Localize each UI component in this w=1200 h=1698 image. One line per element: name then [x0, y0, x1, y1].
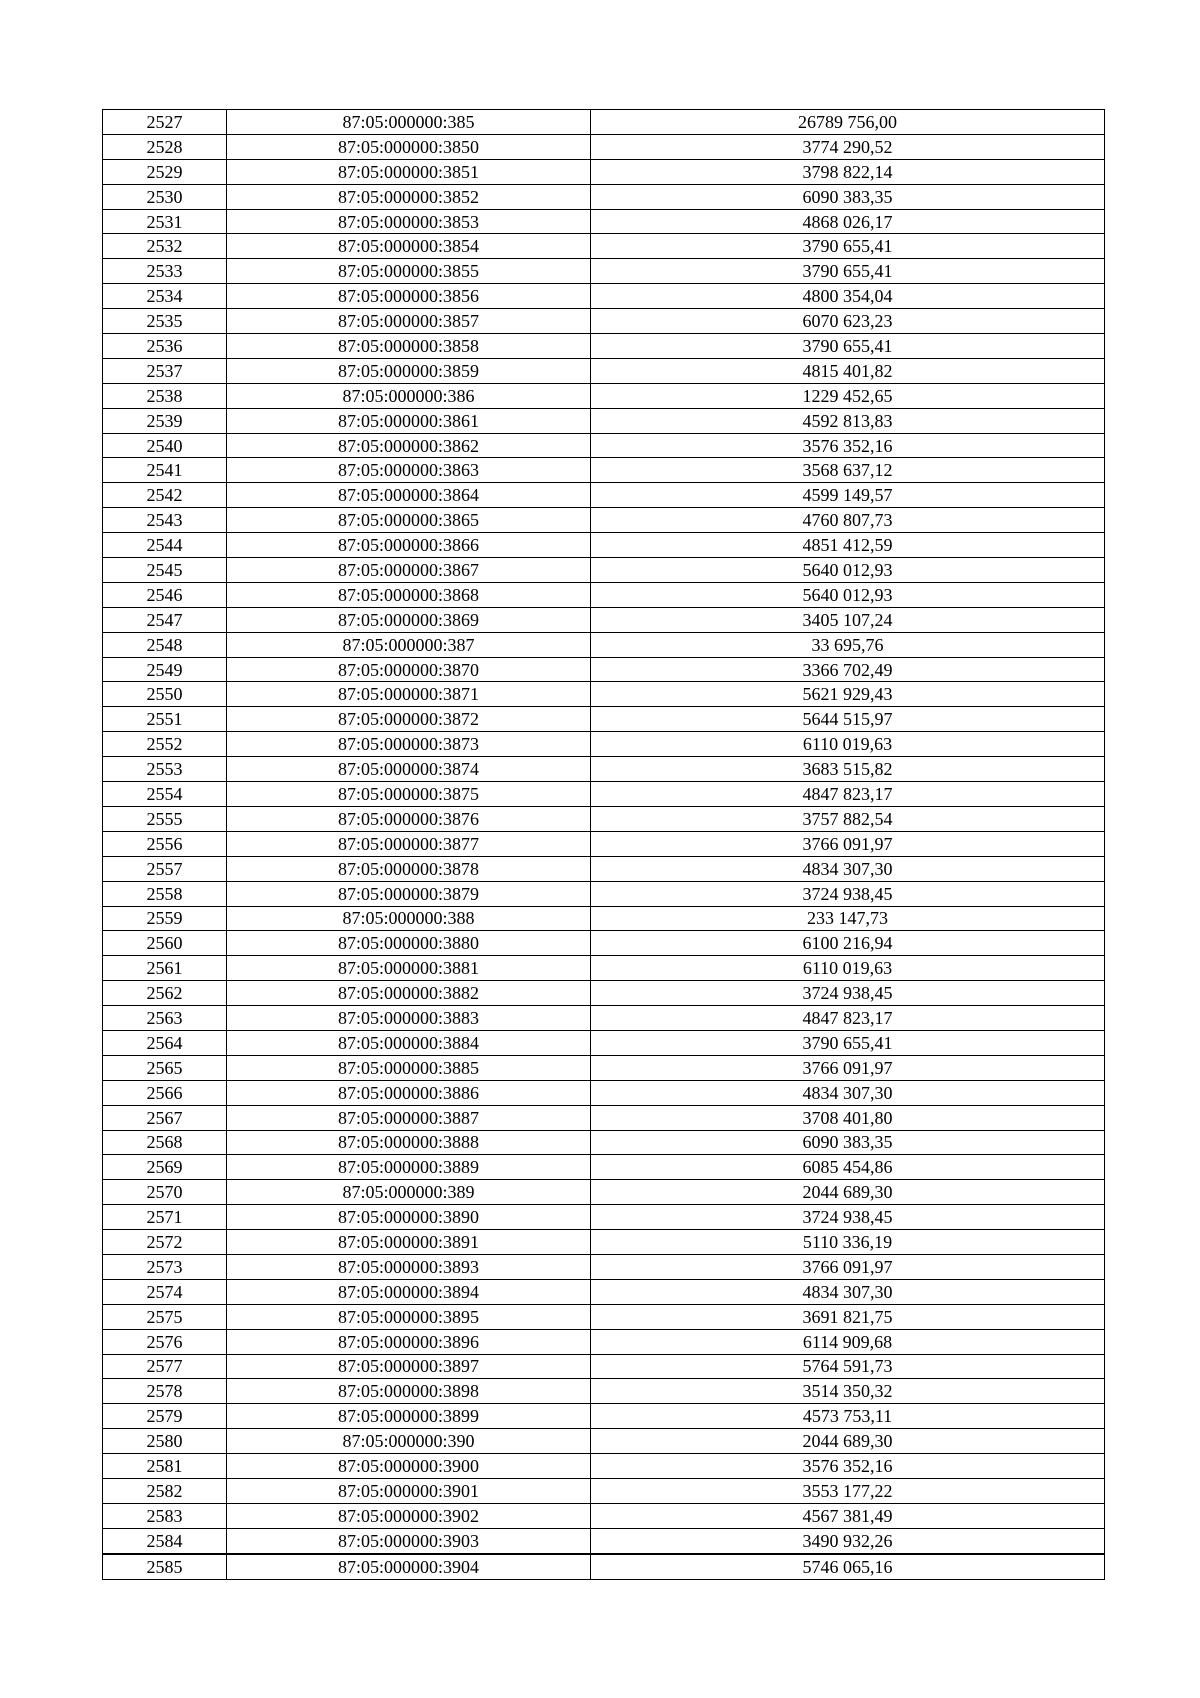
table-row	[103, 981, 1105, 1006]
cadastral-number-cell: 87:05:000000:3858	[227, 334, 591, 359]
row-number-cell: 2566	[103, 1080, 227, 1105]
row-number-cell: 2584	[103, 1528, 227, 1553]
cadastral-value-cell: 3691 821,75	[591, 1304, 1105, 1329]
table-row	[103, 358, 1105, 383]
cadastral-number-cell: 87:05:000000:3903	[227, 1528, 591, 1553]
table-row	[103, 1230, 1105, 1255]
cadastral-value-cell: 2044 689,30	[591, 1180, 1105, 1205]
table-row	[103, 906, 1105, 931]
cadastral-number-cell: 87:05:000000:3876	[227, 806, 591, 831]
row-number-cell: 2574	[103, 1279, 227, 1304]
cadastral-value-cell: 4851 412,59	[591, 533, 1105, 558]
row-number-cell: 2539	[103, 408, 227, 433]
row-number-cell: 2552	[103, 732, 227, 757]
cadastral-value-cell: 2044 689,30	[591, 1429, 1105, 1454]
cadastral-value-cell: 5640 012,93	[591, 558, 1105, 583]
row-number-cell: 2533	[103, 259, 227, 284]
table-row	[103, 134, 1105, 159]
row-number-cell: 2583	[103, 1503, 227, 1528]
table-row	[103, 956, 1105, 981]
table-row	[103, 1304, 1105, 1329]
cadastral-value-cell: 3490 932,26	[591, 1528, 1105, 1553]
table-row	[103, 458, 1105, 483]
cadastral-number-cell: 87:05:000000:3873	[227, 732, 591, 757]
row-number-cell: 2529	[103, 159, 227, 184]
row-number-cell: 2557	[103, 856, 227, 881]
row-number-cell: 2545	[103, 558, 227, 583]
row-number-cell: 2581	[103, 1454, 227, 1479]
cadastral-number-cell: 87:05:000000:3863	[227, 458, 591, 483]
row-number-cell: 2528	[103, 134, 227, 159]
cadastral-number-cell: 87:05:000000:3904	[227, 1554, 591, 1579]
table-row	[103, 259, 1105, 284]
table-row	[103, 1478, 1105, 1503]
table-row	[103, 657, 1105, 682]
row-number-cell: 2541	[103, 458, 227, 483]
cadastral-number-cell: 87:05:000000:3856	[227, 284, 591, 309]
table-row	[103, 881, 1105, 906]
table-row	[103, 1030, 1105, 1055]
cadastral-number-cell: 87:05:000000:389	[227, 1180, 591, 1205]
cadastral-value-cell: 3798 822,14	[591, 159, 1105, 184]
row-number-cell: 2554	[103, 782, 227, 807]
cadastral-value-cell: 233 147,73	[591, 906, 1105, 931]
row-number-cell: 2563	[103, 1006, 227, 1031]
row-number-cell: 2561	[103, 956, 227, 981]
cadastral-value-cell: 6110 019,63	[591, 732, 1105, 757]
cadastral-number-cell: 87:05:000000:385	[227, 110, 591, 135]
cadastral-number-cell: 87:05:000000:3897	[227, 1354, 591, 1379]
cadastral-value-cell: 5644 515,97	[591, 707, 1105, 732]
table-row	[103, 159, 1105, 184]
cadastral-value-cell: 3757 882,54	[591, 806, 1105, 831]
cadastral-value-cell: 5746 065,16	[591, 1554, 1105, 1579]
cadastral-number-cell: 87:05:000000:3882	[227, 981, 591, 1006]
table-row	[103, 732, 1105, 757]
cadastral-value-cell: 5110 336,19	[591, 1230, 1105, 1255]
row-number-cell: 2536	[103, 334, 227, 359]
row-number-cell: 2540	[103, 433, 227, 458]
cadastral-number-cell: 87:05:000000:3889	[227, 1155, 591, 1180]
cadastral-value-cell: 4834 307,30	[591, 1080, 1105, 1105]
row-number-cell: 2556	[103, 831, 227, 856]
cadastral-number-cell: 87:05:000000:3878	[227, 856, 591, 881]
cadastral-number-cell: 87:05:000000:3874	[227, 757, 591, 782]
table-row	[103, 1554, 1105, 1579]
row-number-cell: 2543	[103, 508, 227, 533]
cadastral-number-cell: 87:05:000000:3850	[227, 134, 591, 159]
row-number-cell: 2580	[103, 1429, 227, 1454]
row-number-cell: 2575	[103, 1304, 227, 1329]
cadastral-value-cell: 6085 454,86	[591, 1155, 1105, 1180]
row-number-cell: 2527	[103, 110, 227, 135]
table-row	[103, 682, 1105, 707]
cadastral-value-cell: 3568 637,12	[591, 458, 1105, 483]
row-number-cell: 2568	[103, 1130, 227, 1155]
cadastral-number-cell: 87:05:000000:3900	[227, 1454, 591, 1479]
cadastral-value-cell: 6114 909,68	[591, 1329, 1105, 1354]
table-row	[103, 1454, 1105, 1479]
row-number-cell: 2567	[103, 1105, 227, 1130]
cadastral-value-cell: 5640 012,93	[591, 582, 1105, 607]
cadastral-number-cell: 87:05:000000:3854	[227, 234, 591, 259]
row-number-cell: 2560	[103, 931, 227, 956]
cadastral-value-cell: 3790 655,41	[591, 334, 1105, 359]
row-number-cell: 2551	[103, 707, 227, 732]
row-number-cell: 2558	[103, 881, 227, 906]
cadastral-value-cell: 4834 307,30	[591, 1279, 1105, 1304]
cadastral-number-cell: 87:05:000000:3857	[227, 309, 591, 334]
cadastral-value-cell: 3766 091,97	[591, 831, 1105, 856]
table-row	[103, 582, 1105, 607]
cadastral-value-cell: 3724 938,45	[591, 981, 1105, 1006]
row-number-cell: 2549	[103, 657, 227, 682]
cadastral-number-cell: 87:05:000000:3866	[227, 533, 591, 558]
cadastral-value-cell: 6070 623,23	[591, 309, 1105, 334]
table-row	[103, 1080, 1105, 1105]
table-row	[103, 931, 1105, 956]
row-number-cell: 2555	[103, 806, 227, 831]
table-row	[103, 1329, 1105, 1354]
cadastral-number-cell: 87:05:000000:3867	[227, 558, 591, 583]
table-row	[103, 1379, 1105, 1404]
cadastral-number-cell: 87:05:000000:3884	[227, 1030, 591, 1055]
cadastral-number-cell: 87:05:000000:3883	[227, 1006, 591, 1031]
cadastral-value-cell: 3766 091,97	[591, 1254, 1105, 1279]
row-number-cell: 2564	[103, 1030, 227, 1055]
row-number-cell: 2532	[103, 234, 227, 259]
table-row	[103, 483, 1105, 508]
cadastral-value-cell: 4847 823,17	[591, 782, 1105, 807]
cadastral-number-cell: 87:05:000000:3868	[227, 582, 591, 607]
table-row	[103, 1180, 1105, 1205]
row-number-cell: 2576	[103, 1329, 227, 1354]
row-number-cell: 2582	[103, 1478, 227, 1503]
table-row	[103, 558, 1105, 583]
cadastral-number-cell: 87:05:000000:3879	[227, 881, 591, 906]
cadastral-value-cell: 3708 401,80	[591, 1105, 1105, 1130]
row-number-cell: 2546	[103, 582, 227, 607]
cadastral-value-cell: 3576 352,16	[591, 1454, 1105, 1479]
cadastral-number-cell: 87:05:000000:3898	[227, 1379, 591, 1404]
cadastral-value-cell: 3724 938,45	[591, 881, 1105, 906]
row-number-cell: 2534	[103, 284, 227, 309]
cadastral-value-cell: 3576 352,16	[591, 433, 1105, 458]
row-number-cell: 2585	[103, 1554, 227, 1579]
row-number-cell: 2550	[103, 682, 227, 707]
cadastral-number-cell: 87:05:000000:390	[227, 1429, 591, 1454]
cadastral-number-cell: 87:05:000000:3855	[227, 259, 591, 284]
cadastral-number-cell: 87:05:000000:3886	[227, 1080, 591, 1105]
cadastral-value-cell: 3514 350,32	[591, 1379, 1105, 1404]
table-row	[103, 1205, 1105, 1230]
cadastral-number-cell: 87:05:000000:386	[227, 383, 591, 408]
cadastral-value-table	[102, 109, 1105, 1580]
table-row	[103, 433, 1105, 458]
table-row	[103, 408, 1105, 433]
cadastral-value-cell: 4573 753,11	[591, 1404, 1105, 1429]
cadastral-value-cell: 3766 091,97	[591, 1055, 1105, 1080]
cadastral-number-cell: 87:05:000000:3885	[227, 1055, 591, 1080]
table-row	[103, 1503, 1105, 1528]
row-number-cell: 2578	[103, 1379, 227, 1404]
cadastral-value-cell: 5621 929,43	[591, 682, 1105, 707]
row-number-cell: 2572	[103, 1230, 227, 1255]
cadastral-number-cell: 87:05:000000:3862	[227, 433, 591, 458]
table-row	[103, 508, 1105, 533]
cadastral-number-cell: 87:05:000000:3887	[227, 1105, 591, 1130]
table-row	[103, 533, 1105, 558]
cadastral-number-cell: 87:05:000000:3888	[227, 1130, 591, 1155]
cadastral-value-cell: 3774 290,52	[591, 134, 1105, 159]
row-number-cell: 2562	[103, 981, 227, 1006]
cadastral-value-cell: 26789 756,00	[591, 110, 1105, 135]
cadastral-number-cell: 87:05:000000:3881	[227, 956, 591, 981]
cadastral-value-cell: 6090 383,35	[591, 1130, 1105, 1155]
cadastral-number-cell: 87:05:000000:3861	[227, 408, 591, 433]
cadastral-value-cell: 1229 452,65	[591, 383, 1105, 408]
row-number-cell: 2559	[103, 906, 227, 931]
cadastral-value-cell: 3683 515,82	[591, 757, 1105, 782]
table-body	[103, 110, 1105, 1580]
cadastral-value-cell: 3405 107,24	[591, 607, 1105, 632]
cadastral-value-cell: 3790 655,41	[591, 259, 1105, 284]
table-row	[103, 284, 1105, 309]
cadastral-number-cell: 87:05:000000:3895	[227, 1304, 591, 1329]
table-row	[103, 1055, 1105, 1080]
cadastral-number-cell: 87:05:000000:3890	[227, 1205, 591, 1230]
cadastral-number-cell: 87:05:000000:3871	[227, 682, 591, 707]
row-number-cell: 2569	[103, 1155, 227, 1180]
cadastral-number-cell: 87:05:000000:3851	[227, 159, 591, 184]
row-number-cell: 2535	[103, 309, 227, 334]
cadastral-number-cell: 87:05:000000:3869	[227, 607, 591, 632]
table-row	[103, 831, 1105, 856]
row-number-cell: 2579	[103, 1404, 227, 1429]
row-number-cell: 2553	[103, 757, 227, 782]
row-number-cell: 2542	[103, 483, 227, 508]
cadastral-number-cell: 87:05:000000:3893	[227, 1254, 591, 1279]
cadastral-number-cell: 87:05:000000:388	[227, 906, 591, 931]
row-number-cell: 2531	[103, 209, 227, 234]
cadastral-value-cell: 33 695,76	[591, 632, 1105, 657]
table-row	[103, 383, 1105, 408]
cadastral-number-cell: 87:05:000000:3891	[227, 1230, 591, 1255]
cadastral-value-cell: 4815 401,82	[591, 358, 1105, 383]
cadastral-value-cell: 3724 938,45	[591, 1205, 1105, 1230]
cadastral-value-cell: 3790 655,41	[591, 234, 1105, 259]
table-row	[103, 184, 1105, 209]
table-row	[103, 707, 1105, 732]
row-number-cell: 2573	[103, 1254, 227, 1279]
cadastral-number-cell: 87:05:000000:3896	[227, 1329, 591, 1354]
row-number-cell: 2544	[103, 533, 227, 558]
cadastral-value-cell: 4868 026,17	[591, 209, 1105, 234]
table-row	[103, 1006, 1105, 1031]
row-number-cell: 2565	[103, 1055, 227, 1080]
table-row	[103, 632, 1105, 657]
cadastral-number-cell: 87:05:000000:387	[227, 632, 591, 657]
row-number-cell: 2570	[103, 1180, 227, 1205]
cadastral-number-cell: 87:05:000000:3880	[227, 931, 591, 956]
table-row	[103, 234, 1105, 259]
table-row	[103, 607, 1105, 632]
row-number-cell: 2571	[103, 1205, 227, 1230]
row-number-cell: 2548	[103, 632, 227, 657]
cadastral-number-cell: 87:05:000000:3901	[227, 1478, 591, 1503]
table-row	[103, 1404, 1105, 1429]
cadastral-number-cell: 87:05:000000:3859	[227, 358, 591, 383]
cadastral-value-cell: 6100 216,94	[591, 931, 1105, 956]
table-row	[103, 757, 1105, 782]
cadastral-value-cell: 4599 149,57	[591, 483, 1105, 508]
cadastral-value-cell: 6090 383,35	[591, 184, 1105, 209]
cadastral-number-cell: 87:05:000000:3894	[227, 1279, 591, 1304]
table-row	[103, 1429, 1105, 1454]
cadastral-number-cell: 87:05:000000:3853	[227, 209, 591, 234]
cadastral-number-cell: 87:05:000000:3865	[227, 508, 591, 533]
table-row	[103, 856, 1105, 881]
table-row	[103, 1528, 1105, 1553]
cadastral-value-cell: 3366 702,49	[591, 657, 1105, 682]
table-row	[103, 1105, 1105, 1130]
table-row	[103, 1155, 1105, 1180]
table-row	[103, 1254, 1105, 1279]
row-number-cell: 2577	[103, 1354, 227, 1379]
row-number-cell: 2538	[103, 383, 227, 408]
row-number-cell: 2547	[103, 607, 227, 632]
table-row	[103, 209, 1105, 234]
cadastral-number-cell: 87:05:000000:3902	[227, 1503, 591, 1528]
table-row	[103, 782, 1105, 807]
cadastral-number-cell: 87:05:000000:3864	[227, 483, 591, 508]
table-row	[103, 1130, 1105, 1155]
cadastral-number-cell: 87:05:000000:3872	[227, 707, 591, 732]
cadastral-value-cell: 4834 307,30	[591, 856, 1105, 881]
cadastral-number-cell: 87:05:000000:3870	[227, 657, 591, 682]
cadastral-value-cell: 3790 655,41	[591, 1030, 1105, 1055]
cadastral-value-cell: 4592 813,83	[591, 408, 1105, 433]
cadastral-value-cell: 6110 019,63	[591, 956, 1105, 981]
row-number-cell: 2537	[103, 358, 227, 383]
table-row	[103, 1354, 1105, 1379]
table-row	[103, 309, 1105, 334]
table-row	[103, 1279, 1105, 1304]
cadastral-value-cell: 3553 177,22	[591, 1478, 1105, 1503]
table-row	[103, 806, 1105, 831]
cadastral-value-cell: 4800 354,04	[591, 284, 1105, 309]
cadastral-value-cell: 4567 381,49	[591, 1503, 1105, 1528]
cadastral-number-cell: 87:05:000000:3852	[227, 184, 591, 209]
cadastral-number-cell: 87:05:000000:3875	[227, 782, 591, 807]
row-number-cell: 2530	[103, 184, 227, 209]
cadastral-value-cell: 4847 823,17	[591, 1006, 1105, 1031]
table-row	[103, 334, 1105, 359]
table-row	[103, 110, 1105, 135]
cadastral-number-cell: 87:05:000000:3877	[227, 831, 591, 856]
cadastral-value-cell: 5764 591,73	[591, 1354, 1105, 1379]
cadastral-value-cell: 4760 807,73	[591, 508, 1105, 533]
cadastral-number-cell: 87:05:000000:3899	[227, 1404, 591, 1429]
